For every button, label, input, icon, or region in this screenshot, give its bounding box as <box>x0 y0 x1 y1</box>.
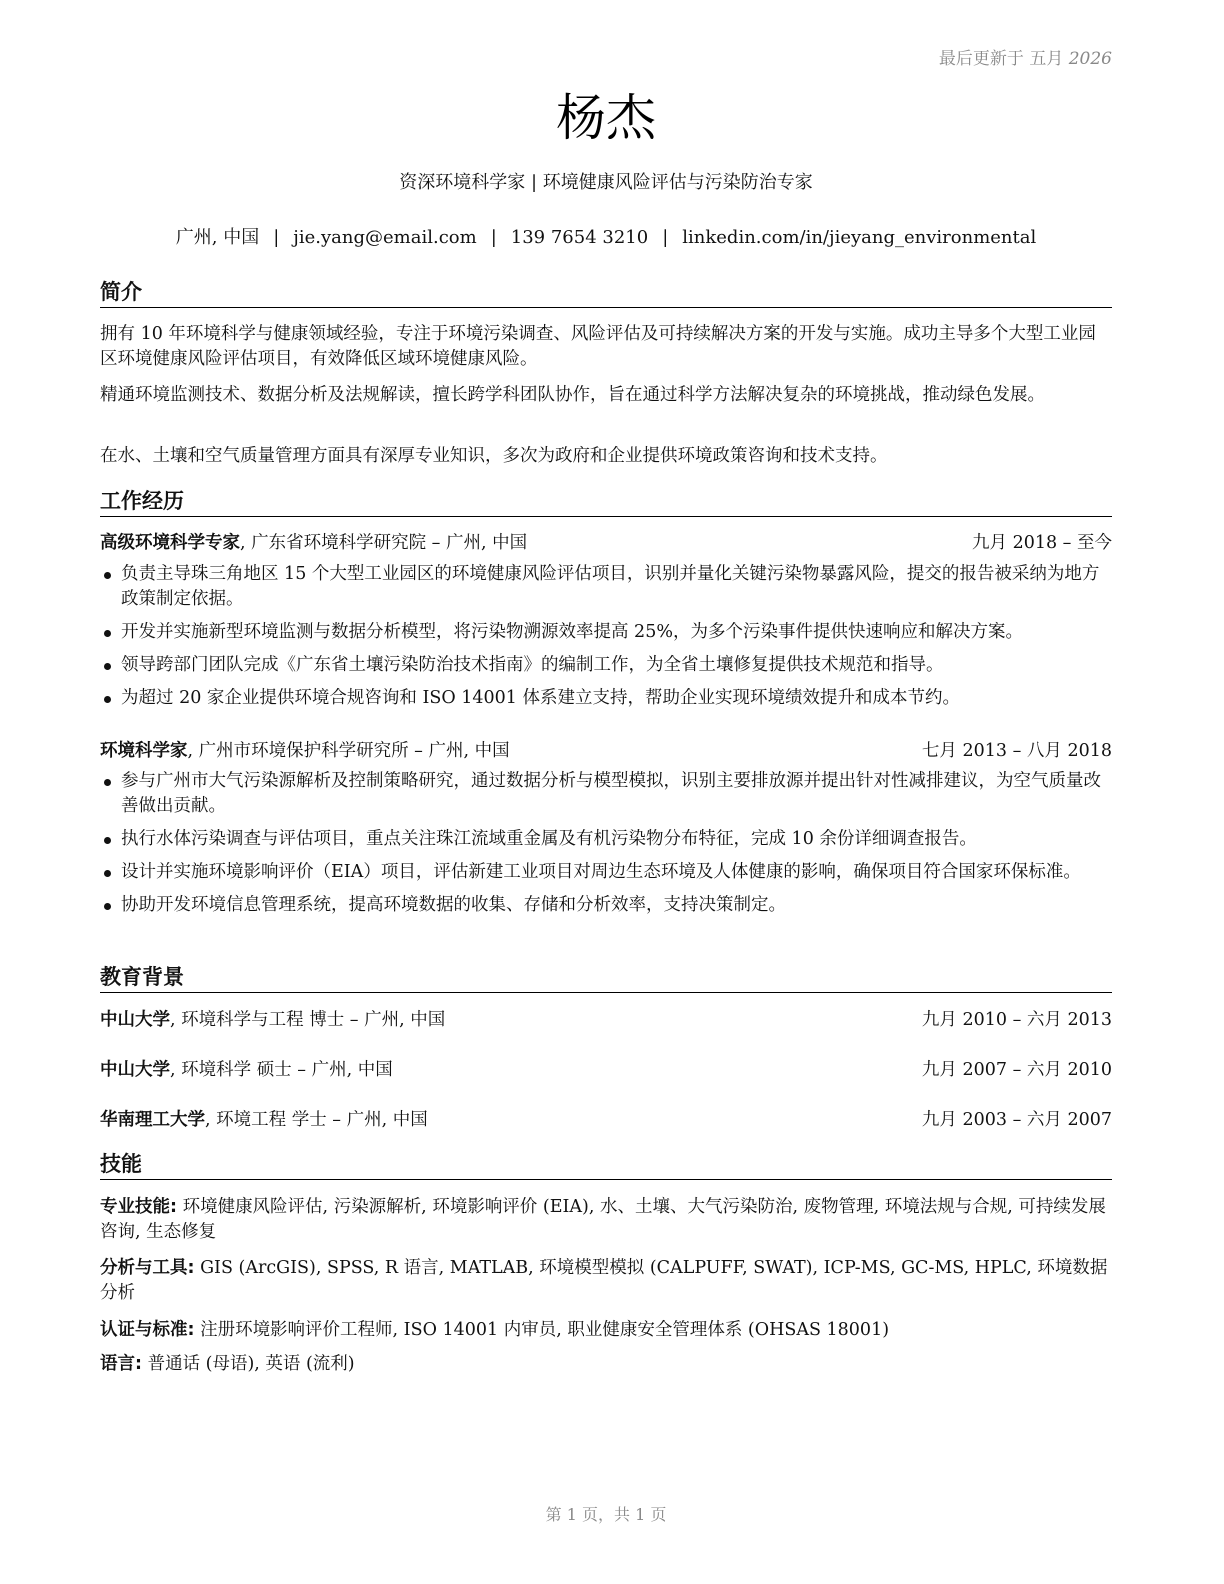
section-heading-skills: 技能 <box>100 1150 1112 1180</box>
contact-linkedin[interactable]: linkedin.com/in/jieyang_environmental <box>682 227 1037 248</box>
job-org: , 广东省环境科学研究院 – 广州, 中国 <box>240 533 528 553</box>
job-date: 九月 2018 – 至今 <box>972 533 1112 553</box>
job-bullet: 执行水体污染调查与评估项目，重点关注珠江流域重金属及有机污染物分布特征，完成 10 余份详细调查报告。 <box>100 827 1112 852</box>
skill-value: GIS (ArcGIS), SPSS, R 语言, MATLAB, 环境模型模拟 (CALPUFF, SWAT), ICP-MS, GC-MS, HPLC, 环境数据分析 <box>100 1258 1108 1303</box>
job-bullet: 协助开发环境信息管理系统，提高环境数据的收集、存储和分析效率，支持决策制定。 <box>100 893 1112 918</box>
job-header <box>100 531 1112 556</box>
section-heading-summary: 简介 <box>100 278 1112 308</box>
page-footer: 第 1 页，共 1 页 <box>545 1505 667 1524</box>
contact-phone: 139 7654 3210 <box>510 227 649 248</box>
education-date: 九月 2007 – 六月 2010 <box>921 1060 1112 1080</box>
summary-paragraph: 在水、土壤和空气质量管理方面具有深厚专业知识，多次为政府和企业提供环境政策咨询和技术支持。 <box>100 446 888 466</box>
contact-location: 广州, 中国 <box>175 227 260 248</box>
job-org: , 广州市环境保护科学研究所 – 广州, 中国 <box>187 741 510 761</box>
skill-label: 语言: <box>100 1354 142 1374</box>
job-bullet: 参与广州市大气污染源解析及控制策略研究，通过数据分析与模型模拟，识别主要排放源并提出针对性减排建议，为空气质量改善做出贡献。 <box>100 769 1112 819</box>
skill-value: 注册环境影响评价工程师, ISO 14001 内审员, 职业健康安全管理体系 (OHSAS 18001) <box>194 1320 890 1340</box>
skill-row <box>100 1352 1112 1377</box>
job-date: 七月 2013 – 八月 2018 <box>921 741 1112 761</box>
job-bullet: 为超过 20 家企业提供环境合规咨询和 ISO 14001 体系建立支持，帮助企业实现环境绩效提升和成本节约。 <box>100 686 1112 711</box>
section-heading-education: 教育背景 <box>100 963 1112 993</box>
skill-value: 环境健康风险评估, 污染源解析, 环境影响评价 (EIA), 水、土壤、大气污染防治, 废物管理, 环境法规与合规, 可持续发展咨询, 生态修复 <box>100 1197 1106 1242</box>
skill-row <box>100 1256 1112 1306</box>
education-entry <box>100 1008 1112 1033</box>
skill-row <box>100 1195 1112 1245</box>
contact-email[interactable]: jie.yang@email.com <box>293 227 477 248</box>
summary-paragraph: 精通环境监测技术、数据分析及法规解读，擅长跨学科团队协作，旨在通过科学方法解决复杂的环境挑战，推动绿色发展。 <box>100 385 1045 405</box>
education-date: 九月 2010 – 六月 2013 <box>921 1010 1112 1030</box>
contact-line <box>100 225 1112 251</box>
contact-separator: | <box>273 227 280 248</box>
section-heading-experience: 工作经历 <box>100 487 1112 517</box>
last-updated <box>939 44 1112 69</box>
degree-detail: , 环境工程 学士 – 广州, 中国 <box>205 1110 428 1130</box>
skill-value: 普通话 (母语), 英语 (流利) <box>142 1354 355 1374</box>
school-name: 华南理工大学 <box>100 1110 205 1130</box>
summary-paragraph: 拥有 10 年环境科学与健康领域经验，专注于环境污染调查、风险评估及可持续解决方案的开发与实施。成功主导多个大型工业园区环境健康风险评估项目，有效降低区域环境健康风险。 <box>100 324 1096 369</box>
school-name: 中山大学 <box>100 1060 170 1080</box>
last-updated-prefix: 最后更新于 <box>938 49 1024 69</box>
education-entry <box>100 1058 1112 1083</box>
job-bullets <box>100 562 1112 719</box>
headline: 资深环境科学家 | 环境健康风险评估与污染防治专家 <box>399 172 813 193</box>
job-bullet: 开发并实施新型环境监测与数据分析模型，将污染物溯源效率提高 25%，为多个污染事件提供快速响应和解决方案。 <box>100 620 1112 645</box>
contact-separator: | <box>490 227 497 248</box>
school-name: 中山大学 <box>100 1010 170 1030</box>
job-title: 高级环境科学专家 <box>100 533 240 553</box>
education-entry <box>100 1108 1112 1133</box>
skill-label: 分析与工具: <box>100 1258 195 1278</box>
job-bullet: 领导跨部门团队完成《广东省土壤污染防治技术指南》的编制工作，为全省土壤修复提供技术规范和指导。 <box>100 653 1112 678</box>
job-header <box>100 739 1112 764</box>
skill-label: 专业技能: <box>100 1197 177 1217</box>
degree-detail: , 环境科学与工程 博士 – 广州, 中国 <box>170 1010 446 1030</box>
last-updated-year: 2026 <box>1068 49 1112 69</box>
person-name: 杨杰 <box>556 89 656 147</box>
last-updated-month: 五月 <box>1029 49 1064 69</box>
job-bullet: 负责主导珠三角地区 15 个大型工业园区的环境健康风险评估项目，识别并量化关键污染物暴露风险，提交的报告被采纳为地方政策制定依据。 <box>100 562 1112 612</box>
education-date: 九月 2003 – 六月 2007 <box>921 1110 1112 1130</box>
job-bullet: 设计并实施环境影响评价（EIA）项目，评估新建工业项目对周边生态环境及人体健康的影响，确保项目符合国家环保标准。 <box>100 860 1112 885</box>
job-bullets <box>100 769 1112 926</box>
degree-detail: , 环境科学 硕士 – 广州, 中国 <box>170 1060 393 1080</box>
skill-row <box>100 1318 1112 1343</box>
resume-page <box>100 0 1112 1584</box>
skill-label: 认证与标准: <box>100 1320 195 1340</box>
job-title: 环境科学家 <box>100 741 188 761</box>
contact-separator: | <box>662 227 669 248</box>
